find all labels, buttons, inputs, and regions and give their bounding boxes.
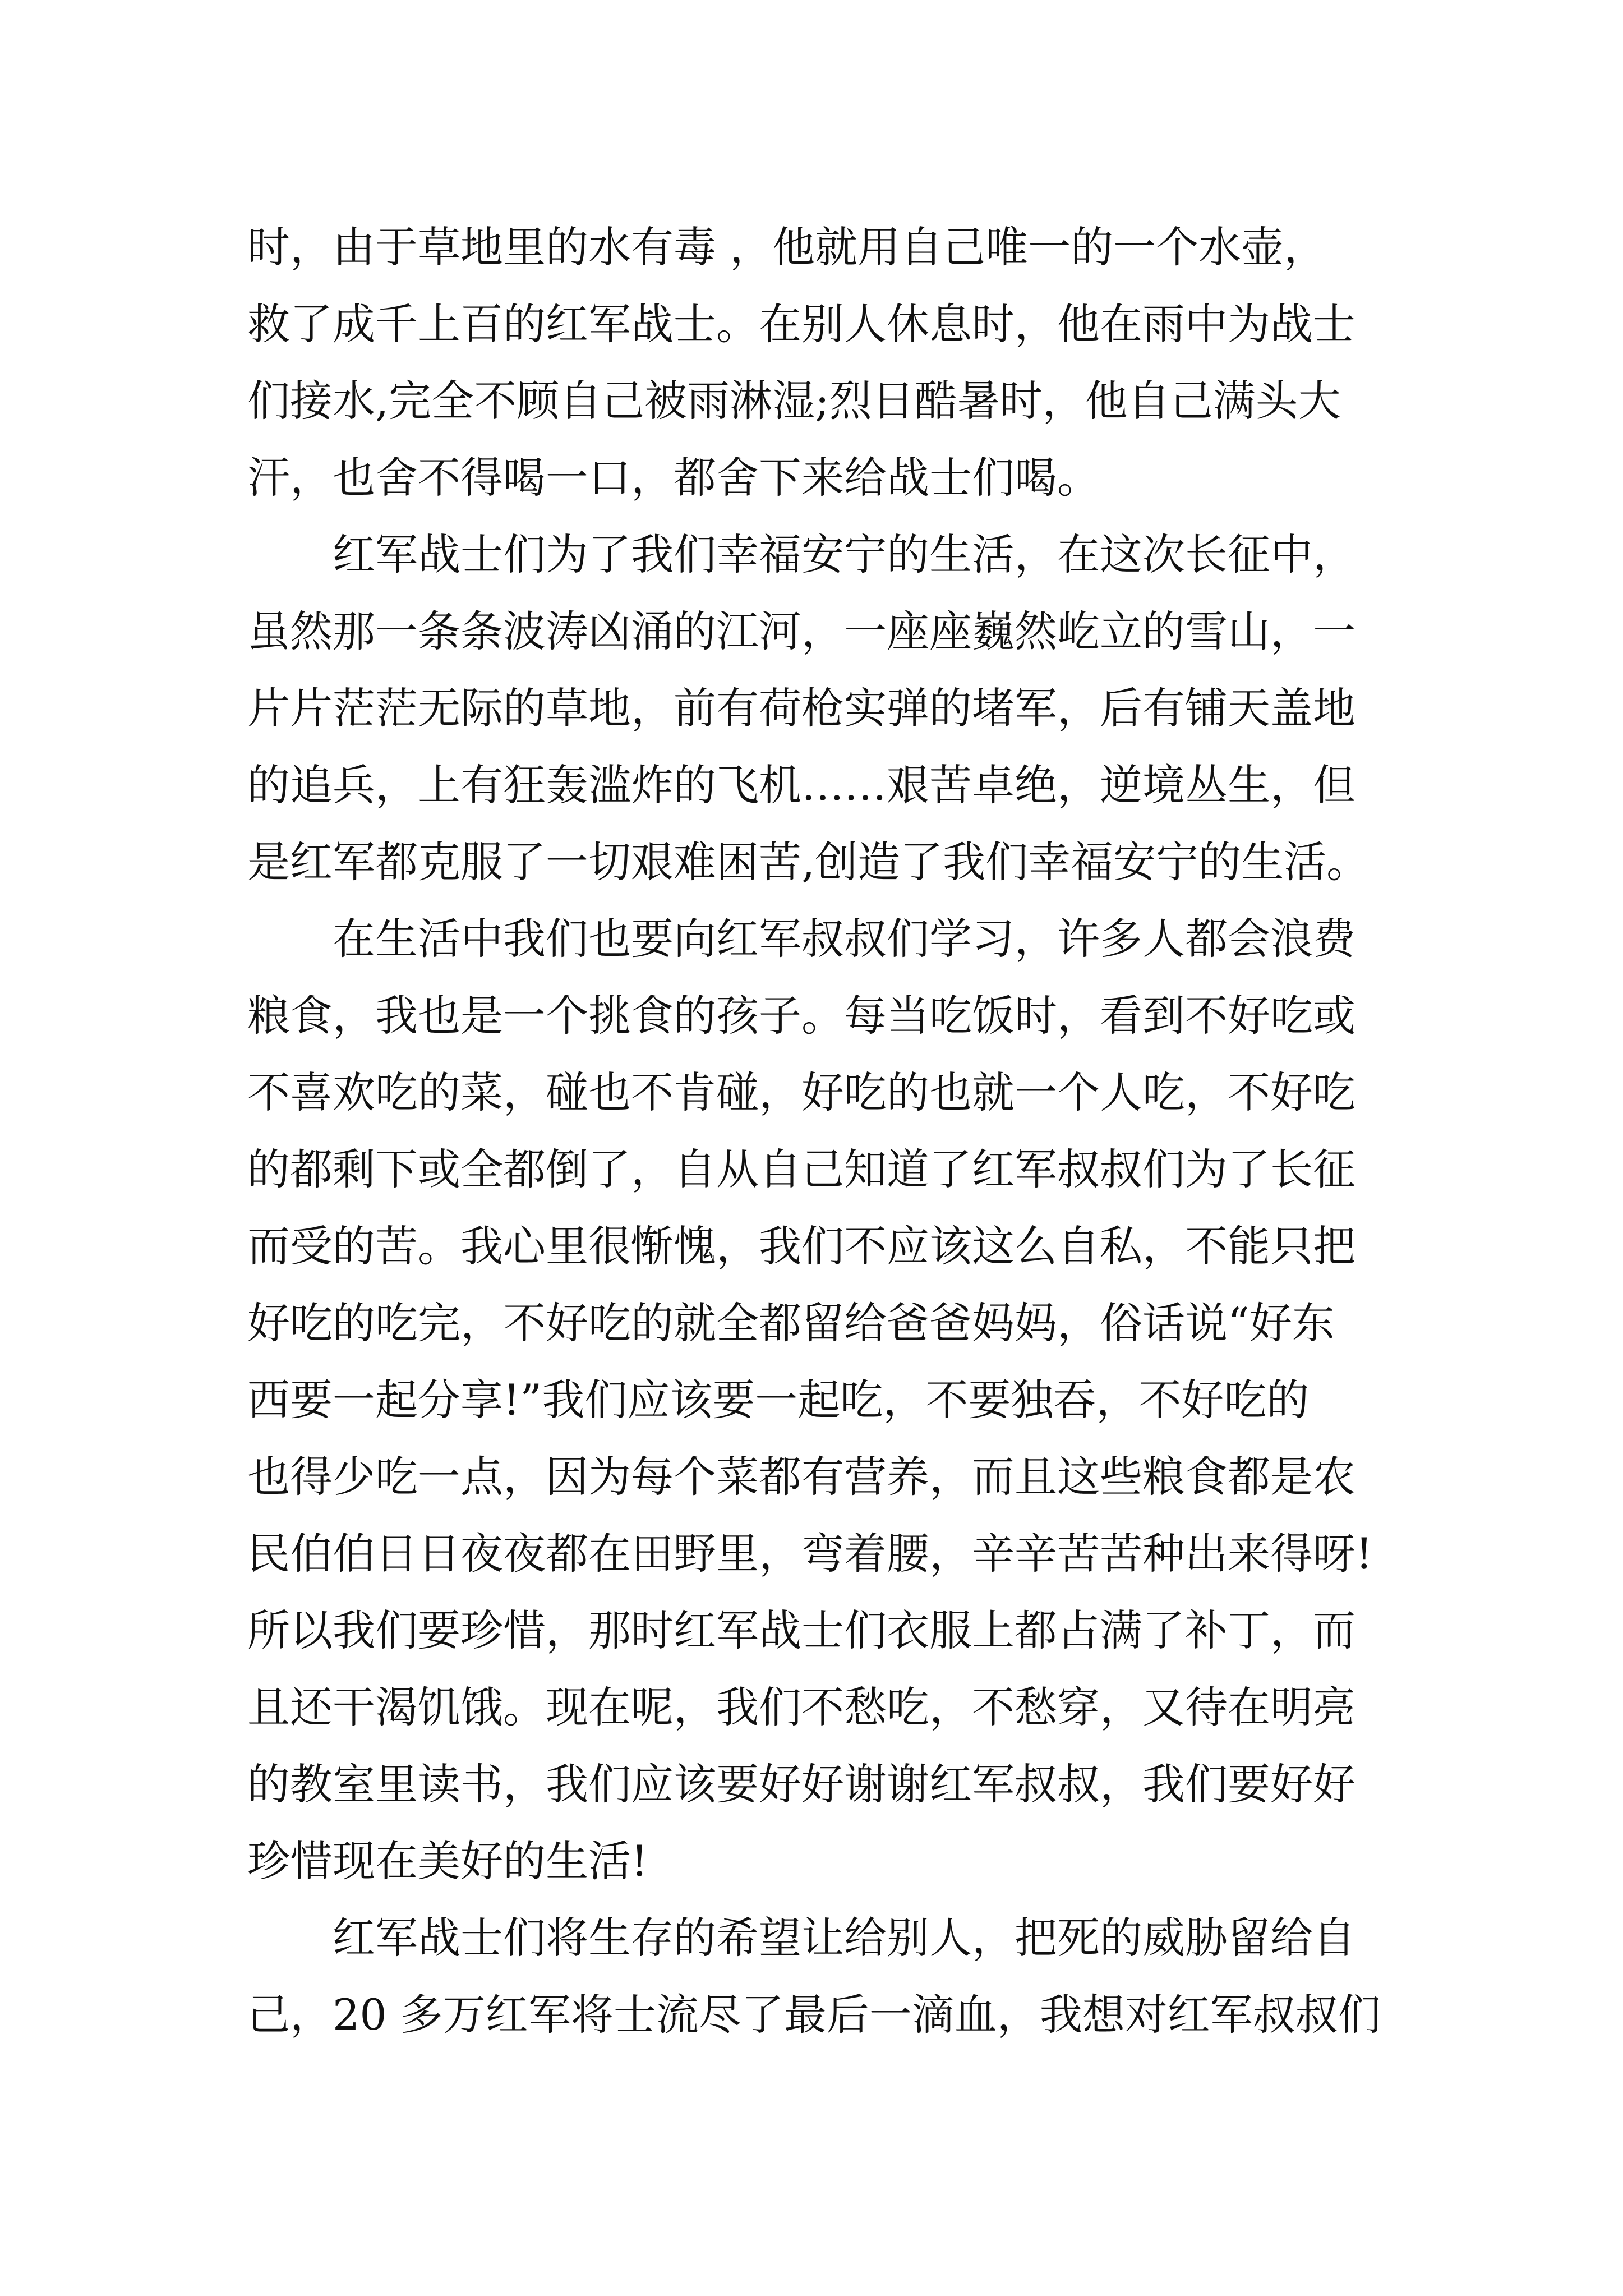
text-line-4: 汗，也舍不得喝一口，都舍下来给战士们喝。 [247, 453, 1100, 503]
text-line-19: 所以我们要珍惜，那时红军战士们衣服上都占满了补丁，而 [247, 1605, 1355, 1655]
text-line-12: 不喜欢吃的菜，碰也不肯碰，好吃的也就一个人吃，不好吃 [247, 1068, 1355, 1117]
text-line-22: 珍惜现在美好的生活! [247, 1836, 648, 1886]
paragraph-start-line-5: 红军战士们为了我们幸福安宁的生活，在这次长征中， [333, 530, 1355, 579]
text-line-11: 粮食，我也是一个挑食的孩子。每当吃饭时，看到不好吃或 [247, 991, 1355, 1041]
text-line-7: 片片茫茫无际的草地，前有荷枪实弹的堵军，后有铺天盖地 [247, 683, 1355, 733]
text-line-20: 且还干渴饥饿。现在呢，我们不愁吃，不愁穿，又待在明亮 [247, 1682, 1355, 1732]
text-line-14: 而受的苦。我心里很惭愧，我们不应该这么自私，不能只把 [247, 1221, 1355, 1271]
text-line-17: 也得少吃一点，因为每个菜都有营养，而且这些粮食都是农 [247, 1452, 1355, 1502]
text-line-3: 们接水,完全不顾自己被雨淋湿;烈日酷暑时，他自己满头大 [247, 376, 1341, 426]
paragraph-start-line-10: 在生活中我们也要向红军叔叔们学习，许多人都会浪费 [333, 914, 1355, 964]
text-line-2: 救了成千上百的红军战士。在别人休息时，他在雨中为战士 [247, 299, 1355, 349]
text-line-21: 的教室里读书，我们应该要好好谢谢红军叔叔，我们要好好 [247, 1759, 1355, 1809]
paragraph-start-line-23: 红军战士们将生存的希望让给别人，把死的威胁留给自 [333, 1913, 1355, 1963]
text-line-18: 民伯伯日日夜夜都在田野里，弯着腰，辛辛苦苦种出来得呀! [247, 1529, 1373, 1579]
text-line-9: 是红军都克服了一切艰难困苦,创造了我们幸福安宁的生活。 [247, 837, 1370, 887]
text-line-6: 虽然那一条条波涛凶涌的江河，一座座巍然屹立的雪山，一 [247, 606, 1355, 656]
article-body [247, 209, 1391, 2053]
text-line-1: 时，由于草地里的水有毒 ，他就用自己唯一的一个水壶， [247, 222, 1327, 272]
text-line-16: 西要一起分享!”我们应该要一起吃，不要独吞，不好吃的 [247, 1375, 1310, 1425]
text-line-24: 己，20 多万红军将士流尽了最后一滴血，我想对红军叔叔们 [247, 1990, 1381, 2040]
text-line-13: 的都剩下或全都倒了，自从自己知道了红军叔叔们为了长征 [247, 1144, 1355, 1194]
text-line-8: 的追兵，上有狂轰滥炸的飞机……艰苦卓绝，逆境丛生，但 [247, 760, 1355, 810]
text-line-15: 好吃的吃完，不好吃的就全都留给爸爸妈妈，俗话说“好东 [247, 1298, 1335, 1348]
